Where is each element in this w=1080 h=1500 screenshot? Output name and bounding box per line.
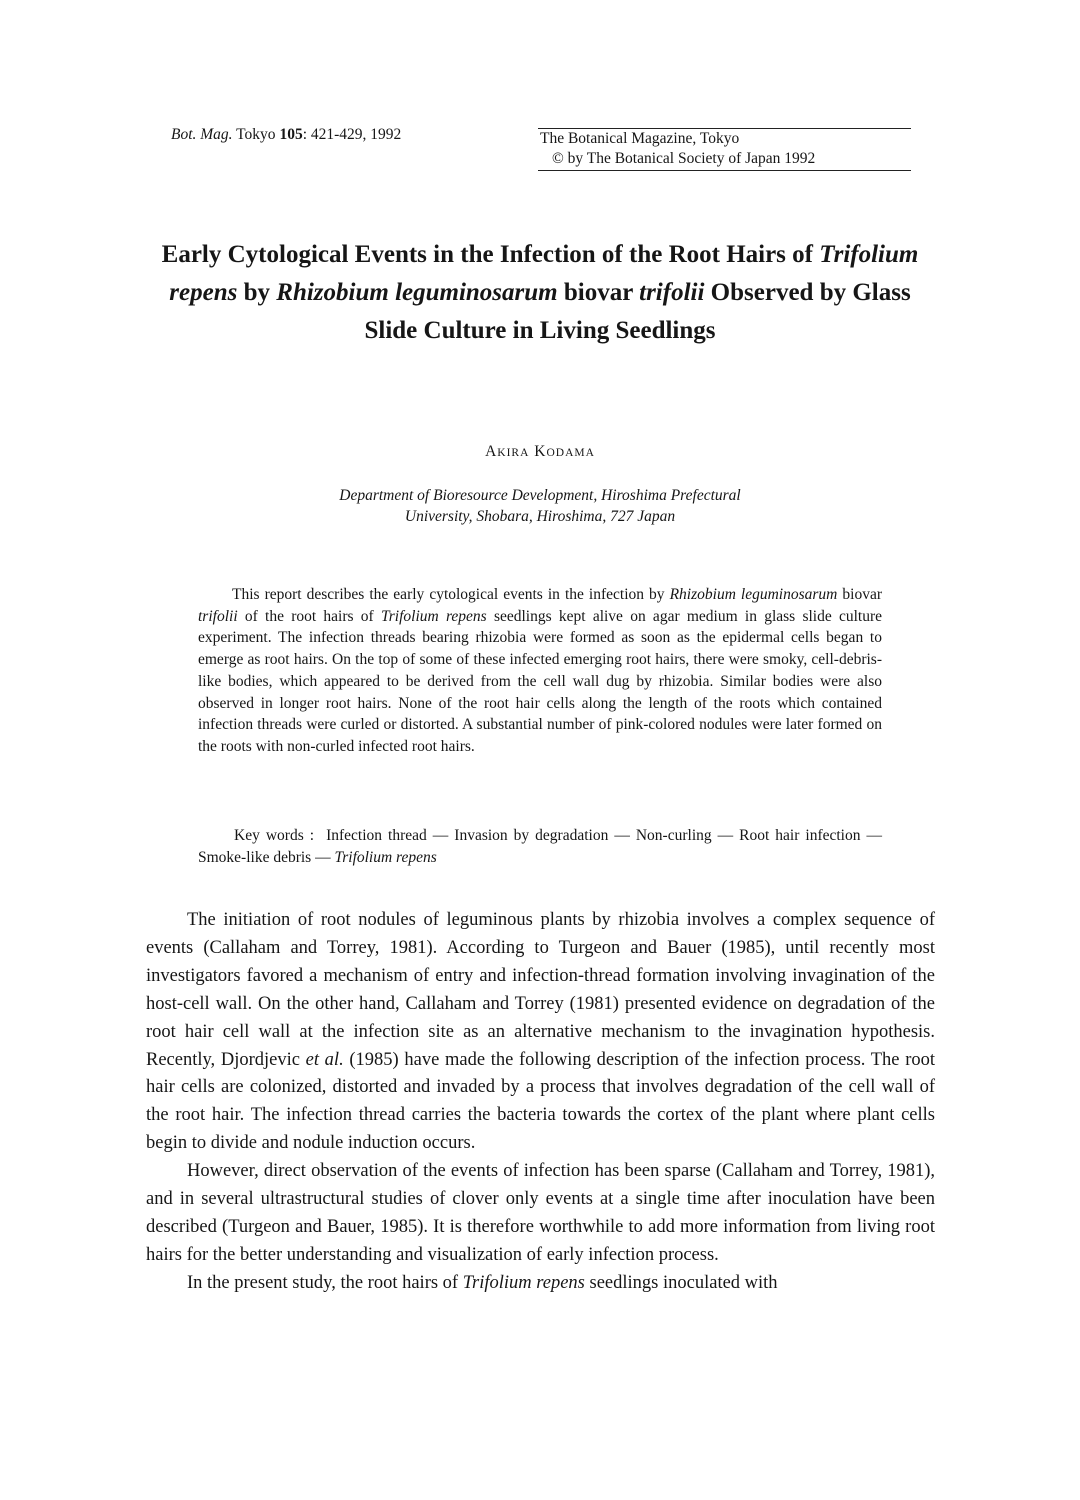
- title-part: Early Cytological Events in the Infection of the Root Hairs of: [161, 241, 813, 268]
- author-name: [140, 443, 940, 461]
- title-bacterium: Rhizobium leguminosarum: [276, 279, 558, 306]
- volume-number: 105: [279, 126, 303, 143]
- journal-box: [538, 128, 911, 171]
- copyright-line: © by The Botanical Society of Japan 1992: [552, 150, 816, 167]
- abstract-italic: trifolii: [198, 607, 238, 625]
- keywords-label: Key words :: [234, 827, 315, 844]
- title-part: Observed by Glass Slide Culture in Living Seedlings: [364, 279, 911, 344]
- body-span: However, direct observation of the events of infection has been sparse (Callaham and Torrey, 1981), and in several ultrastructural studies of clover only events at a single time after inoculation have been described (Turgeon and Bauer, 1985). It is therefore worthwhile to add more information from living root hairs for the better understanding and visualization of early infection process.: [146, 1161, 935, 1265]
- body-paragraph: [146, 907, 935, 1158]
- page-range: : 421-429, 1992: [302, 126, 402, 143]
- abstract: [198, 584, 882, 758]
- keywords-species: Trifolium repens: [334, 848, 437, 866]
- body-span: The initiation of root nodules of leguminous plants by rhizobia involves a complex sequence of events (Callaham and Torrey, 1981). According to Turgeon and Bauer (1985), until recently most investigators favored a mechanism of entry and infection-thread formation involving invagination of the host-cell wall. On the other hand, Callaham and Torrey (1981) presented evidence on degradation of the root hair cell wall at the infection site as an alternative mechanism to the invagination hypothesis. Recently, Djordjevic: [146, 910, 935, 1070]
- body-italic: Trifolium repens: [462, 1272, 585, 1293]
- title-part: by: [243, 279, 271, 306]
- body-text: [146, 907, 935, 1298]
- journal-abbrev: Bot. Mag.: [171, 126, 233, 143]
- keywords-list: Infection thread — Invasion by degradation — Non-curling — Root hair infection — Smoke-like debris —: [198, 827, 883, 866]
- body-paragraph: [146, 1270, 935, 1298]
- abstract-text: seedlings kept alive on agar medium in glass slide culture experiment. The infection threads bearing rhizobia were formed as soon as the epidermal cells began to emerge as root hairs. On the top of some of these infected emerging root hairs, there were smoky, cell-debris-like bodies, which appeared to be derived from the cell wall dug by rhizobia. Similar bodies were also observed in longer root hairs. None of the root hair cells along the length of the roots which contained infection threads were curled or distorted. A substantial number of pink-colored nodules were later formed on the roots with non-curled infected root hairs.: [198, 607, 883, 755]
- title-part: biovar: [563, 279, 633, 306]
- author-last-rest: ODAMA: [546, 447, 595, 459]
- body-paragraph: [146, 1158, 935, 1270]
- magazine-name: The Botanical Magazine, Tokyo: [540, 130, 740, 147]
- abstract-text: biovar: [842, 586, 883, 603]
- paper-title: [140, 236, 940, 350]
- abstract-italic: Trifolium repens: [380, 607, 487, 625]
- affiliation-line: University, Shobara, Hiroshima, 727 Japan: [404, 508, 676, 525]
- body-italic: et al.: [305, 1049, 344, 1070]
- title-biovar: trifolii: [639, 279, 705, 306]
- author-first-rest: KIRA: [497, 447, 530, 459]
- affiliation-line: Department of Bioresource Development, Hiroshima Prefectural: [339, 487, 741, 504]
- keywords: [198, 825, 882, 868]
- abstract-italic: Rhizobium leguminosarum: [669, 586, 838, 603]
- author-initial: K: [534, 443, 547, 460]
- abstract-text: of the root hairs of: [244, 607, 374, 625]
- abstract-text: This report describes the early cytological events in the infection by: [232, 586, 665, 603]
- affiliation: [140, 485, 940, 527]
- body-span: In the present study, the root hairs of: [187, 1272, 459, 1293]
- author-initial: A: [485, 443, 498, 460]
- citation-line: [171, 126, 401, 144]
- body-span: seedlings inoculated with: [589, 1272, 778, 1293]
- body-span: (1985) have made the following description of the infection process. The root hair cells are colonized, distorted and invaded by a process that involves degradation of the cell wall of the root hair. The infection thread carries the bacteria towards the cortex of the plant where plant cells begin to divide and nodule induction occurs.: [146, 1049, 935, 1154]
- title-species: Trifolium repens: [169, 241, 919, 306]
- journal-city: Tokyo: [236, 126, 276, 143]
